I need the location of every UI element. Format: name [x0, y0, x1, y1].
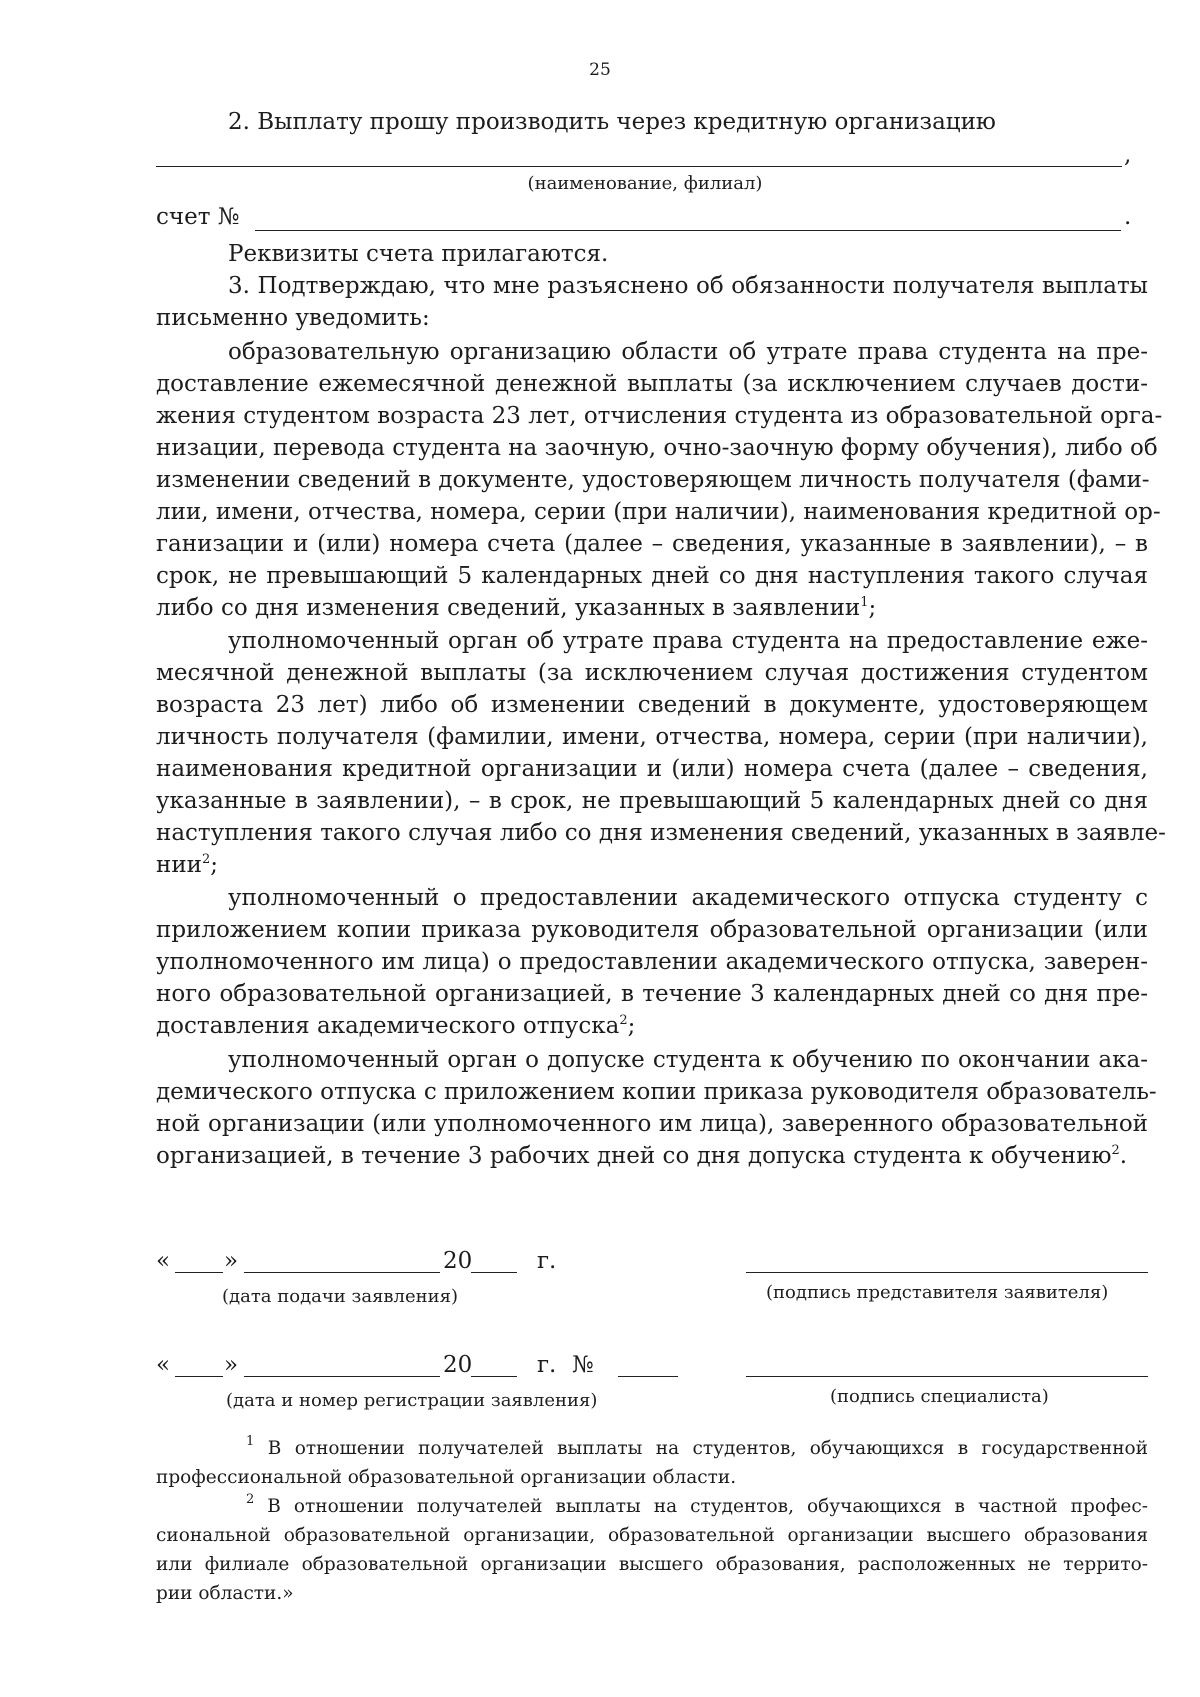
day-blank: [175, 1376, 223, 1377]
item2-line: уполномоченный орган об утрате права студента на предоставление еже-: [228, 628, 1148, 654]
item2-last-line: нии$^2$;: [156, 852, 219, 878]
item1-last-line: либо со дня изменения сведений, указанных в заявлении$^1$;: [156, 595, 877, 621]
bank-caption: (наименование, филиал): [527, 173, 763, 194]
footnote-2-mark: 2: [246, 1492, 255, 1507]
account-label: счет №: [156, 204, 240, 230]
confirm-line-2: письменно уведомить:: [156, 305, 430, 331]
applicant-signature-line: [746, 1272, 1148, 1273]
item1-line: изменении сведений в документе, удостоверяющем личность получателя (фами-: [156, 467, 1150, 493]
item1-line: образовательную организацию области об утрате права студента на пре-: [228, 339, 1148, 365]
specialist-signature-caption: (подпись специалиста): [830, 1386, 1049, 1407]
account-trailing-dot: .: [1124, 204, 1132, 230]
item1-line: жения студентом возраста 23 лет, отчисления студента из образовательной орга-: [156, 403, 1163, 429]
item1-line: доставление ежемесячной денежной выплаты (за исключением случаев дости-: [156, 371, 1148, 397]
item1-line: ганизации и (или) номера счета (далее – сведения, указанные в заявлении), – в: [156, 531, 1148, 557]
item2-line: наименования кредитной организации и (или) номера счета (далее – сведения,: [156, 756, 1148, 782]
item3-line: приложением копии приказа руководителя образовательной организации (или: [156, 917, 1148, 943]
submission-date-caption: (дата подачи заявления): [222, 1286, 459, 1307]
footnote-1-mark: 1: [246, 1434, 255, 1449]
footnote-1-line-1: $^1$ В отношении получателей выплаты на студентов, обучающихся в государственной: [246, 1434, 1148, 1459]
item1-line: низации, перевода студента на заочную, очно-заочную форму обучения), либо об: [156, 435, 1158, 461]
item2-line: месячной денежной выплаты (за исключением случая достижения студентом: [156, 660, 1148, 686]
item3-last-line: доставления академического отпуска$^2$;: [156, 1013, 636, 1039]
item2-line: наступления такого случая либо со дня изменения сведений, указанных в заявле-: [156, 820, 1166, 846]
registration-number-blank: [618, 1376, 678, 1377]
item3-line: уполномоченного им лица) о предоставлении академического отпуска, заверен-: [156, 949, 1148, 975]
specialist-signature-line: [746, 1376, 1148, 1377]
bank-trailing-comma: ,: [1124, 142, 1132, 168]
footnote-ref: 2: [1111, 1143, 1120, 1158]
item1-line: лии, имени, отчества, номера, серии (при наличии), наименования кредитной ор-: [156, 499, 1161, 525]
applicant-signature-caption: (подпись представителя заявителя): [766, 1282, 1109, 1303]
footnote-1-line-2: профессиональной образовательной организации области.: [156, 1467, 737, 1488]
details-attached: Реквизиты счета прилагаются.: [228, 241, 609, 267]
item4-line: демического отпуска с приложением копии приказа руководителя образователь-: [156, 1079, 1157, 1105]
item4-last-line: организацией, в течение 3 рабочих дней со дня допуска студента к обучению$^2$.: [156, 1143, 1128, 1169]
month-blank: [244, 1376, 440, 1377]
item2-line: личность получателя (фамилии, имени, отчества, номера, серии (при наличии),: [156, 724, 1148, 750]
item4-line: уполномоченный орган о допуске студента к обучению по окончании ака-: [228, 1047, 1148, 1073]
confirm-line-1: 3. Подтверждаю, что мне разъяснено об обязанности получателя выплаты: [228, 273, 1148, 299]
item3-line: уполномоченный о предоставлении академического отпуска студенту с: [228, 885, 1148, 911]
payment-paragraph: 2. Выплату прошу производить через кредитную организацию: [228, 109, 996, 135]
item4-line: ной организации (или уполномоченного им лица), заверенного образовательной: [156, 1111, 1148, 1137]
month-blank: [244, 1272, 440, 1273]
item2-line: возраста 23 лет) либо об изменении сведений в документе, удостоверяющем: [156, 692, 1148, 718]
year-blank: [471, 1272, 517, 1273]
page-number: 25: [589, 60, 611, 80]
day-blank: [175, 1272, 223, 1273]
account-number-line: [255, 230, 1121, 231]
footnote-2-line-1: $^2$ В отношении получателей выплаты на студентов, обучающихся в частной профес-: [246, 1492, 1148, 1517]
registration-caption: (дата и номер регистрации заявления): [226, 1390, 598, 1411]
footnote-ref: 1: [860, 595, 869, 610]
year-blank: [471, 1376, 517, 1377]
item2-line: указанные в заявлении), – в срок, не превышающий 5 календарных дней со дня: [156, 788, 1148, 814]
footnote-ref: 2: [619, 1013, 628, 1028]
footnote-2-line-2: сиональной образовательной организации, образовательной организации высшего образования: [156, 1525, 1148, 1546]
item1-line: срок, не превышающий 5 календарных дней со дня наступления такого случая: [156, 563, 1148, 589]
footnote-2-line-3: или филиале образовательной организации высшего образования, расположенных не террито-: [156, 1554, 1148, 1575]
footnote-2-line-4: рии области.»: [156, 1583, 294, 1604]
footnote-ref: 2: [202, 852, 211, 867]
bank-name-line: [156, 166, 1122, 167]
item3-line: ного образовательной организацией, в течение 3 календарных дней со дня пре-: [156, 981, 1148, 1007]
